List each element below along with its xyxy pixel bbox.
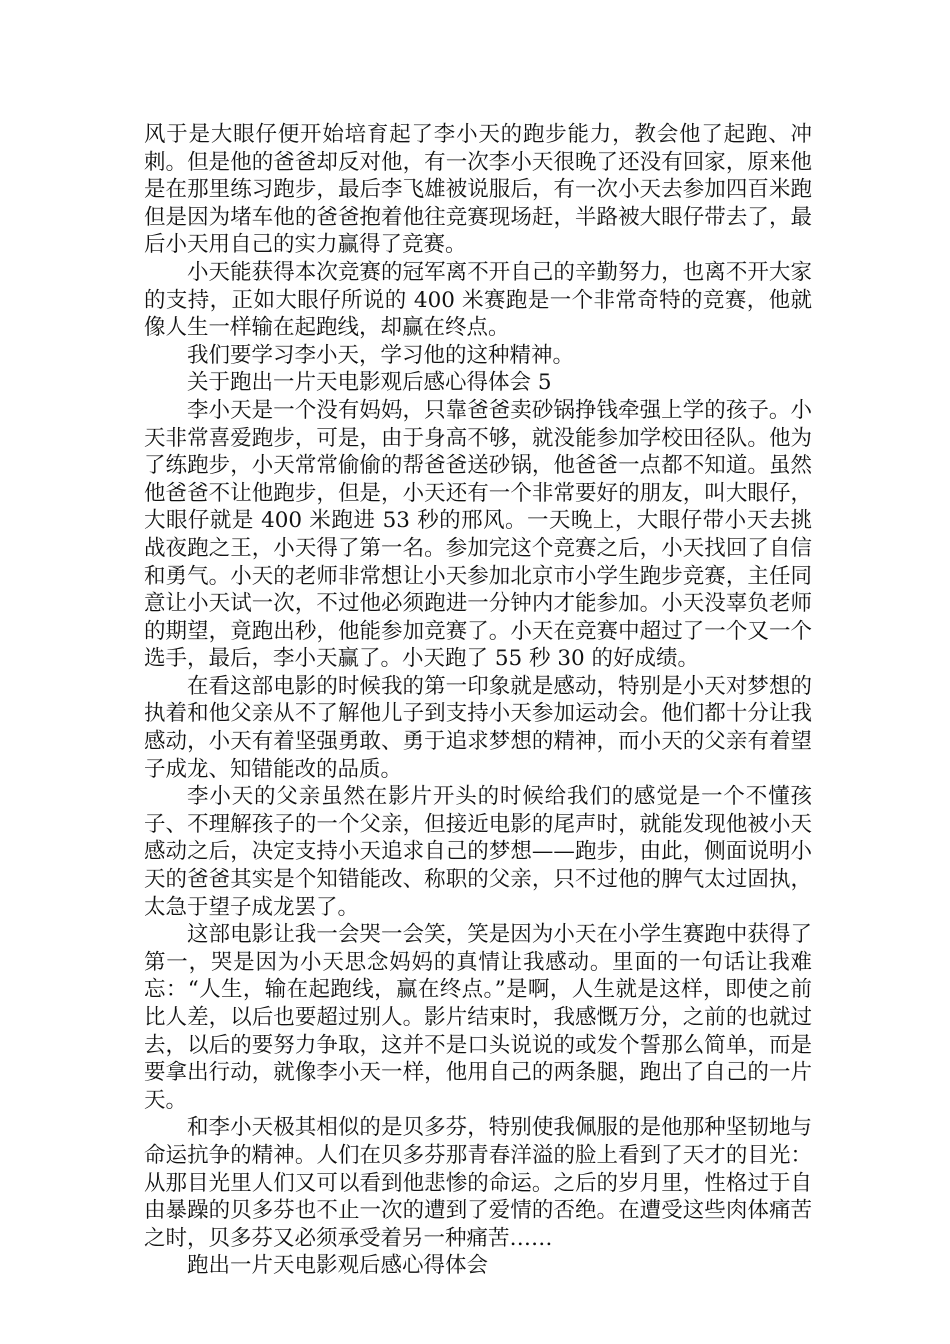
paragraph-4: 李小天是一个没有妈妈，只靠爸爸卖砂锅挣钱牵强上学的孩子。小天非常喜爱跑步，可是，由于身高不够，就没能参加学校田径队。他为了练跑步，小天常常偷偷的帮爸爸送砂锅，他爸爸一点都不知道。虽然他爸爸不让他跑步，但是，小天还有一个非常要好的朋友，叫大眼仔，大眼仔就是 400 米跑进 53 秒的邢风。一天晚上，大眼仔带小天去挑战夜跑之王，小天得了第一名。参加完这个竞赛之后，小天找回了自信和勇气。小天的老师非常想让小天参加北京市小学生跑步竞赛，主任同意让小天试一次，不过他必须跑进一分钟内才能参加。小天没辜负老师的期望，竟跑出秒，他能参加竞赛了。小天在竞赛中超过了一个又一个选手，最后，李小天赢了。小天跑了 55 秒 30 的好成绩。	[144, 397, 812, 672]
paragraph-6: 李小天的父亲虽然在影片开头的时候给我们的感觉是一个不懂孩子、不理解孩子的一个父亲，但接近电影的尾声时，就能发现他被小天感动之后，决定支持小天追求自己的梦想——跑步，由此，侧面说明小天的爸爸其实是个知错能改、称职的父亲，只不过他的脾气太过固执，太急于望子成龙罢了。	[144, 784, 812, 920]
section-heading: 关于跑出一片天电影观后感心得体会 5	[187, 370, 552, 396]
paragraph-3: 我们要学习李小天，学习他的这种精神。	[187, 342, 575, 368]
paragraph-2: 小天能获得本次竞赛的冠军离不开自己的辛勤努力，也离不开大家的支持，正如大眼仔所说的 400 米赛跑是一个非常奇特的竞赛，他就像人生一样输在起跑线，却赢在终点。	[144, 259, 812, 341]
document-page	[144, 121, 812, 1280]
paragraph-5: 在看这部电影的时候我的第一印象就是感动，特别是小天对梦想的执着和他父亲从不了解他儿子到支持小天参加运动会。他们都十分让我感动，小天有着坚强勇敢、勇于追求梦想的精神，而小天的父亲有着望子成龙、知错能改的品质。	[144, 673, 812, 782]
paragraph-8: 和李小天极其相似的是贝多芬，特别使我佩服的是他那种坚韧地与命运抗争的精神。人们在贝多芬那青春洋溢的脸上看到了天才的目光：从那目光里人们又可以看到他悲惨的命运。之后的岁月里，性格过于自由暴躁的贝多芬也不止一次的遭到了爱情的否绝。在遭受这些肉体痛苦之时，贝多芬又必须承受着另一种痛苦……	[144, 1115, 812, 1251]
paragraph-7: 这部电影让我一会哭一会笑，笑是因为小天在小学生赛跑中获得了第一，哭是因为小天思念妈妈的真情让我感动。里面的一句话让我难忘：“人生，输在起跑线，赢在终点。”是啊，人生就是这样，即使之前比人差，以后也要超过别人。影片结束时，我感慨万分，之前的也就过去，以后的要努力争取，这并不是口头说说的或发个誓那么简单，而是要拿出行动，就像李小天一样，他用自己的两条腿，跑出了自己的一片天。	[144, 922, 812, 1113]
closing-heading: 跑出一片天电影观后感心得体会	[187, 1253, 489, 1279]
paragraph-1: 风于是大眼仔便开始培育起了李小天的跑步能力，教会他了起跑、冲刺。但是他的爸爸却反对他，有一次李小天很晚了还没有回家，原来他是在那里练习跑步，最后李飞雄被说服后，有一次小天去参加四百米跑但是因为堵车他的爸爸抱着他往竞赛现场赶，半路被大眼仔带去了，最后小天用自己的实力赢得了竞赛。	[144, 122, 812, 258]
